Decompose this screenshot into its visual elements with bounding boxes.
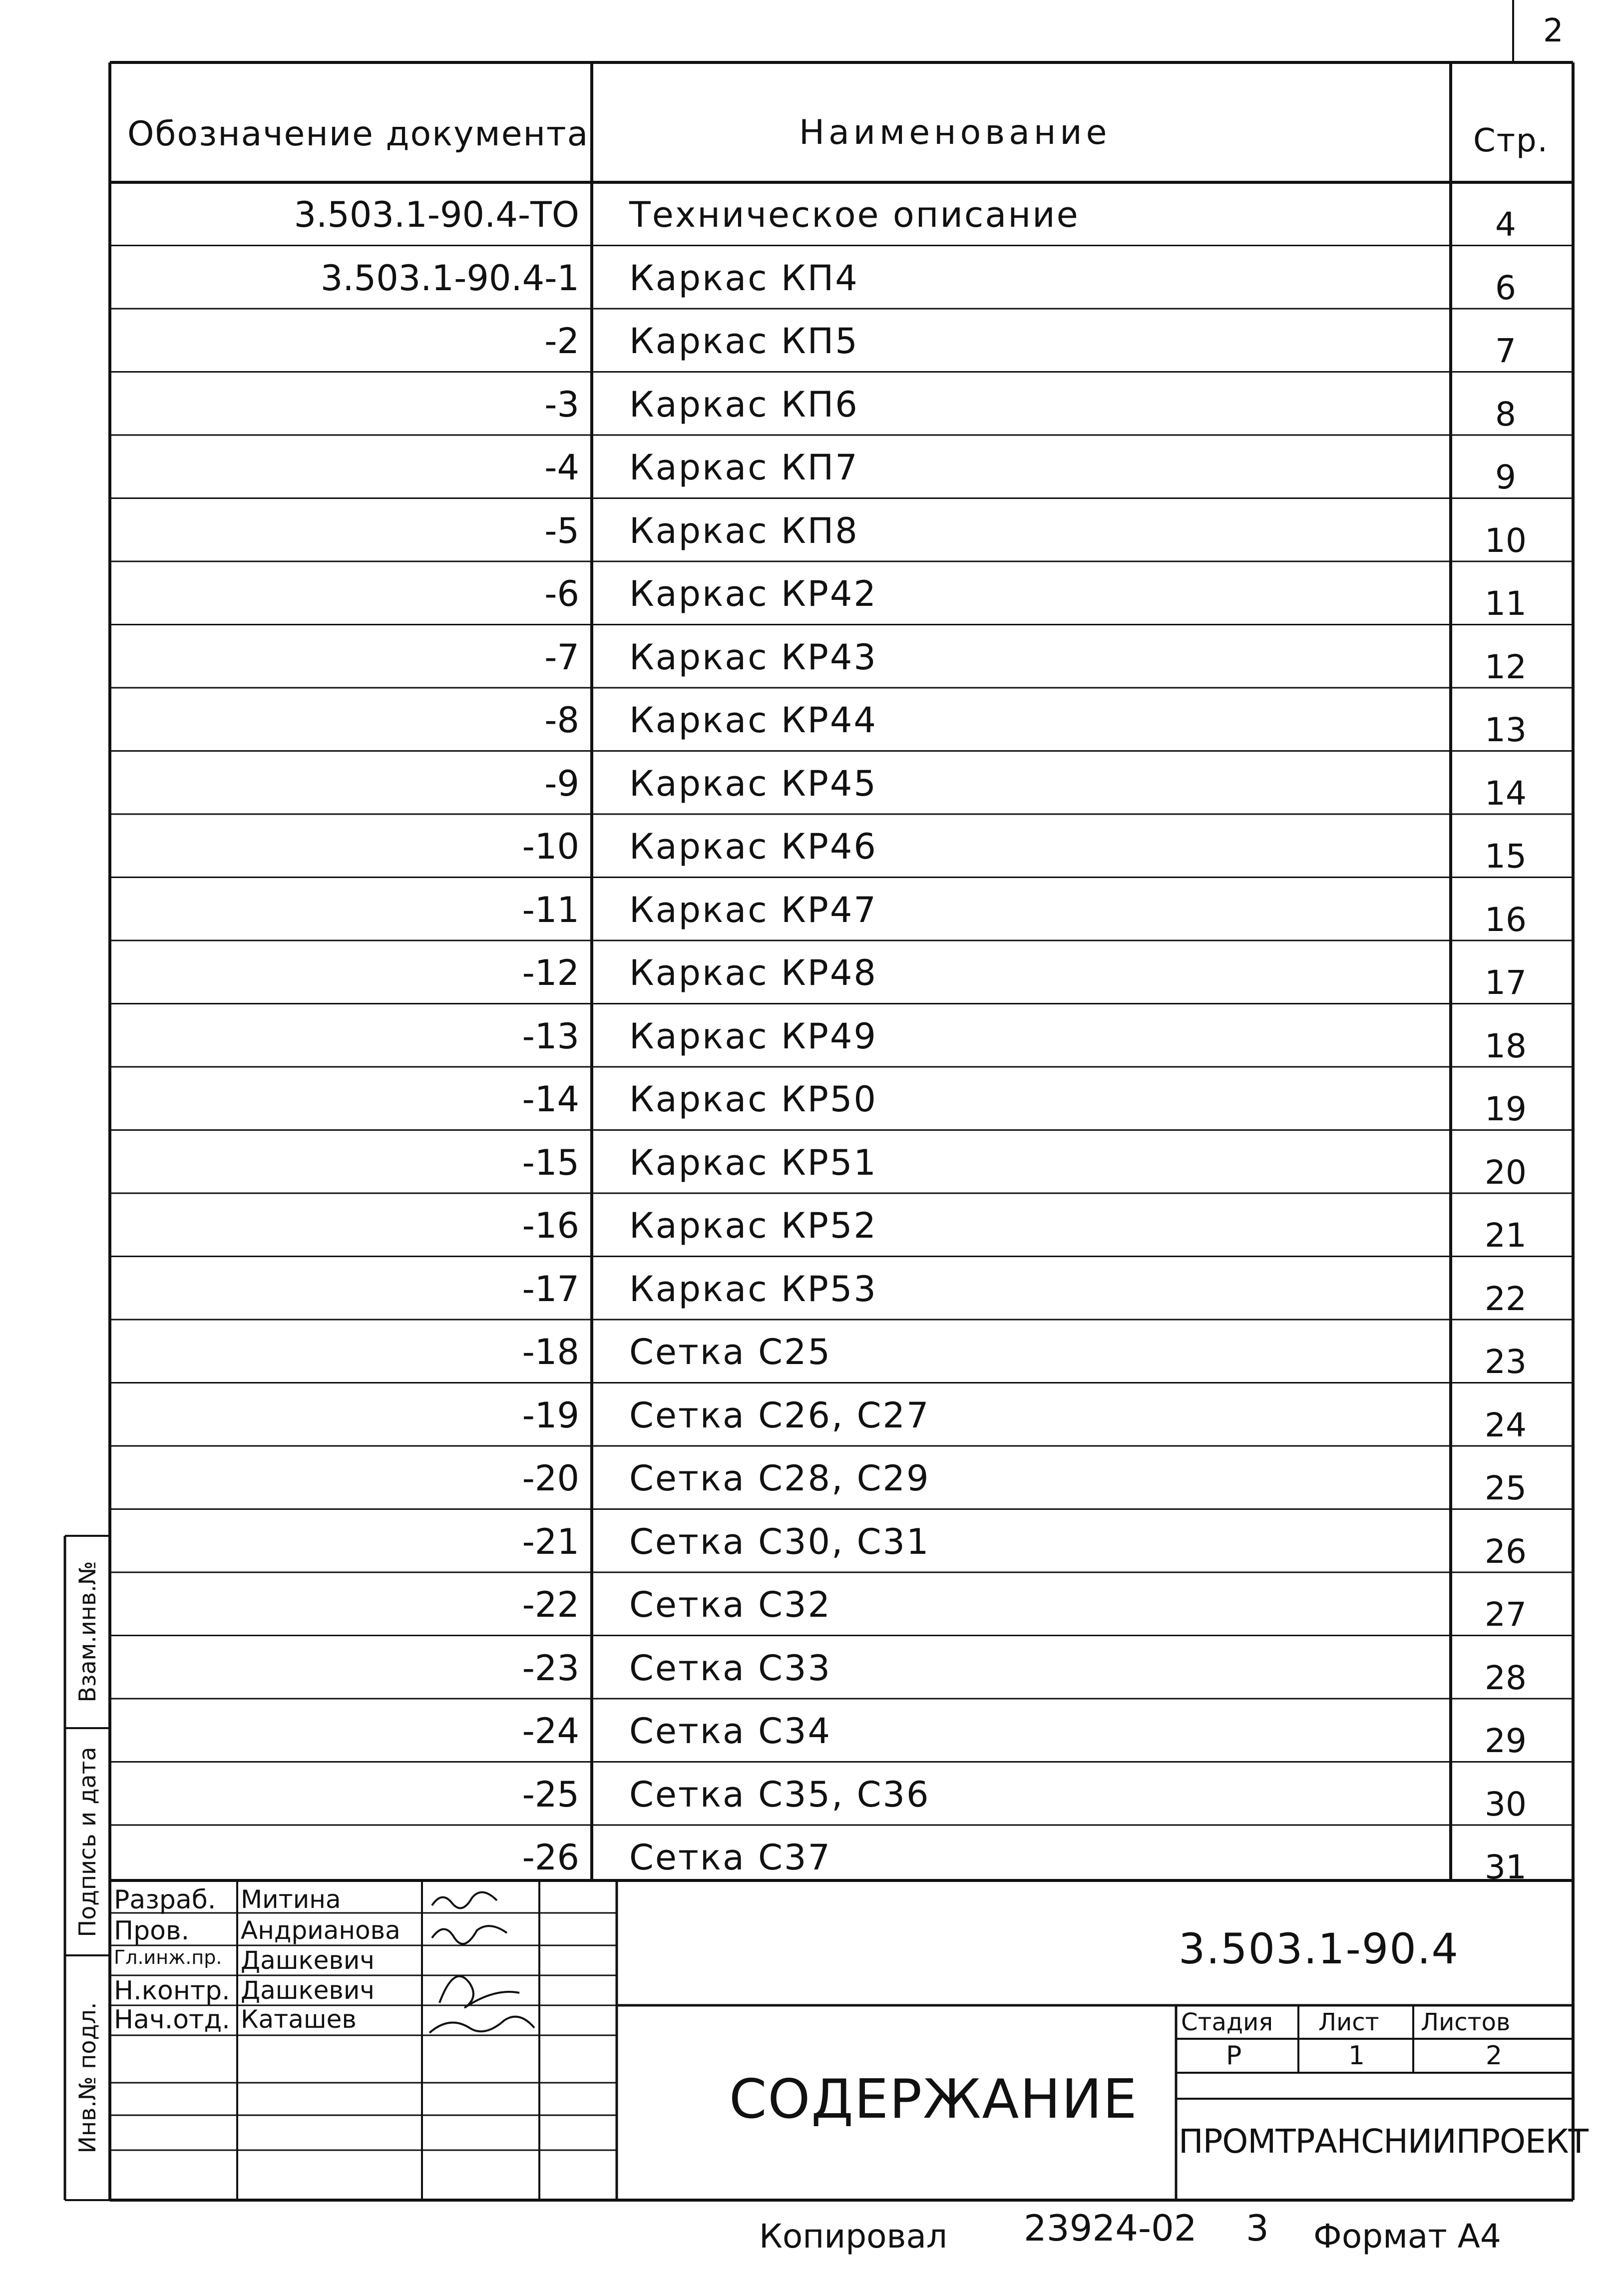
row-designation: -15 [522, 1142, 579, 1183]
role-name: Дашкевич [241, 1976, 375, 2005]
signature-andrianova [432, 1926, 507, 1944]
row-page: 27 [1485, 1595, 1527, 1634]
row-designation: -6 [544, 573, 579, 614]
role-name: Каташев [241, 2005, 357, 2034]
row-page: 13 [1485, 711, 1527, 749]
role-label: Разраб. [114, 1885, 216, 1915]
row-designation: 3.503.1-90.4-ТО [294, 194, 579, 235]
row-designation: -17 [522, 1268, 579, 1310]
row-designation: -22 [522, 1584, 579, 1625]
footer-copied: Копировал [759, 2217, 948, 2256]
row-designation: -18 [522, 1332, 579, 1373]
row-name: Сетка С37 [629, 1837, 832, 1878]
row-name: Каркас КР42 [629, 573, 877, 614]
row-designation: -20 [522, 1458, 579, 1499]
row-page: 18 [1485, 1026, 1527, 1065]
row-designation: -25 [522, 1774, 579, 1815]
row-name: Сетка С25 [629, 1332, 832, 1373]
row-name: Сетка С34 [629, 1711, 832, 1752]
row-name: Каркас КП7 [629, 447, 859, 488]
row-page: 20 [1485, 1153, 1527, 1192]
row-name: Каркас КР47 [629, 889, 877, 930]
page-number: 2 [1543, 12, 1564, 49]
row-designation: -16 [522, 1205, 579, 1246]
row-designation: -13 [522, 1015, 579, 1057]
row-page: 8 [1495, 395, 1516, 434]
role-label: Н.контр. [114, 1976, 230, 2006]
row-name: Сетка С30, С31 [629, 1521, 930, 1562]
row-page: 9 [1495, 458, 1516, 496]
sheet-label: Лист [1318, 2008, 1379, 2036]
row-name: Каркас КР50 [629, 1079, 877, 1120]
row-page: 11 [1485, 584, 1527, 623]
row-designation: -8 [544, 700, 579, 741]
row-name: Каркас КР52 [629, 1205, 877, 1246]
row-page: 14 [1485, 774, 1527, 813]
row-name: Сетка С28, С29 [629, 1458, 930, 1499]
role-label: Нач.отд. [114, 2005, 230, 2035]
row-name: Сетка С33 [629, 1647, 832, 1689]
stage-label: Стадия [1181, 2008, 1273, 2036]
row-name: Сетка С35, С36 [629, 1774, 930, 1815]
row-name: Сетка С32 [629, 1584, 832, 1625]
header-page: Стр. [1473, 122, 1549, 159]
row-designation: -3 [544, 384, 579, 425]
row-designation: -21 [522, 1521, 579, 1562]
row-page: 6 [1495, 268, 1516, 307]
row-page: 21 [1485, 1216, 1527, 1255]
footer-order: 23924-02 [1024, 2207, 1197, 2249]
role-label: Пров. [114, 1916, 190, 1946]
row-name: Каркас КП4 [629, 257, 859, 299]
row-designation: 3.503.1-90.4-1 [320, 257, 579, 299]
row-designation: -26 [522, 1837, 579, 1878]
doc-title: СОДЕРЖАНИЕ [729, 2068, 1138, 2131]
row-page: 23 [1485, 1343, 1527, 1381]
signature-mitina [432, 1892, 497, 1908]
role-name: Андрианова [241, 1916, 401, 1945]
row-designation: -23 [522, 1647, 579, 1689]
row-page: 22 [1485, 1279, 1527, 1318]
row-page: 17 [1485, 963, 1527, 1002]
row-name: Техническое описание [629, 194, 1080, 235]
row-name: Каркас КП8 [629, 510, 859, 551]
row-name: Каркас КР53 [629, 1268, 877, 1310]
sheets-label: Листов [1421, 2008, 1511, 2036]
row-page: 31 [1485, 1848, 1527, 1886]
organization: ПРОМТРАНСНИИПРОЕКТ [1179, 2122, 1588, 2161]
doc-code: 3.503.1-90.4 [1179, 1924, 1459, 1973]
row-name: Каркас КР49 [629, 1015, 877, 1057]
row-page: 26 [1485, 1532, 1527, 1571]
row-name: Сетка С26, С27 [629, 1394, 930, 1436]
row-page: 15 [1485, 837, 1527, 876]
row-designation: -9 [544, 763, 579, 804]
row-designation: -2 [544, 321, 579, 362]
role-name: Дашкевич [241, 1946, 375, 1975]
footer-format: Формат А4 [1313, 2217, 1501, 2256]
row-page: 19 [1485, 1090, 1527, 1128]
row-page: 29 [1485, 1722, 1527, 1760]
row-page: 12 [1485, 647, 1527, 686]
row-page: 30 [1485, 1785, 1527, 1824]
row-designation: -24 [522, 1711, 579, 1752]
row-page: 25 [1485, 1469, 1527, 1507]
row-page: 16 [1485, 900, 1527, 939]
row-designation: -10 [522, 826, 579, 867]
row-designation: -4 [544, 447, 579, 488]
stage-value: Р [1226, 2041, 1242, 2071]
row-name: Каркас КР46 [629, 826, 877, 867]
row-name: Каркас КР44 [629, 700, 877, 741]
row-page: 28 [1485, 1658, 1527, 1697]
row-designation: -7 [544, 636, 579, 678]
footer-sheet-number: 3 [1246, 2207, 1269, 2249]
row-page: 4 [1495, 205, 1516, 244]
row-page: 10 [1485, 521, 1527, 560]
row-designation: -19 [522, 1394, 579, 1436]
header-name: Наименование [799, 113, 1111, 152]
row-designation: -12 [522, 952, 579, 993]
row-designation: -11 [522, 889, 579, 930]
header-designation: Обозначение документа [127, 114, 589, 154]
row-name: Каркас КР48 [629, 952, 877, 993]
row-name: Каркас КП5 [629, 321, 859, 362]
row-name: Каркас КР45 [629, 763, 877, 804]
signature-katashev [429, 2017, 534, 2033]
row-name: Каркас КР43 [629, 636, 877, 678]
role-label: Гл.инж.пр. [114, 1946, 222, 1968]
row-name: Каркас КР51 [629, 1142, 877, 1183]
row-name: Каркас КП6 [629, 384, 859, 425]
side-stamp-inv-original: Инв.№ подл. [74, 2002, 101, 2154]
row-page: 24 [1485, 1405, 1527, 1444]
row-designation: -5 [544, 510, 579, 551]
row-page: 7 [1495, 332, 1516, 370]
signature-dashkevich [439, 1976, 519, 2008]
role-name: Митина [241, 1885, 341, 1914]
sheets-value: 2 [1486, 2041, 1503, 2071]
side-stamp-signature-date: Подпись и дата [74, 1747, 101, 1937]
row-designation: -14 [522, 1079, 579, 1120]
sheet-value: 1 [1348, 2041, 1365, 2071]
side-stamp-inv-vzam: Взам.инв.№ [74, 1561, 101, 1703]
